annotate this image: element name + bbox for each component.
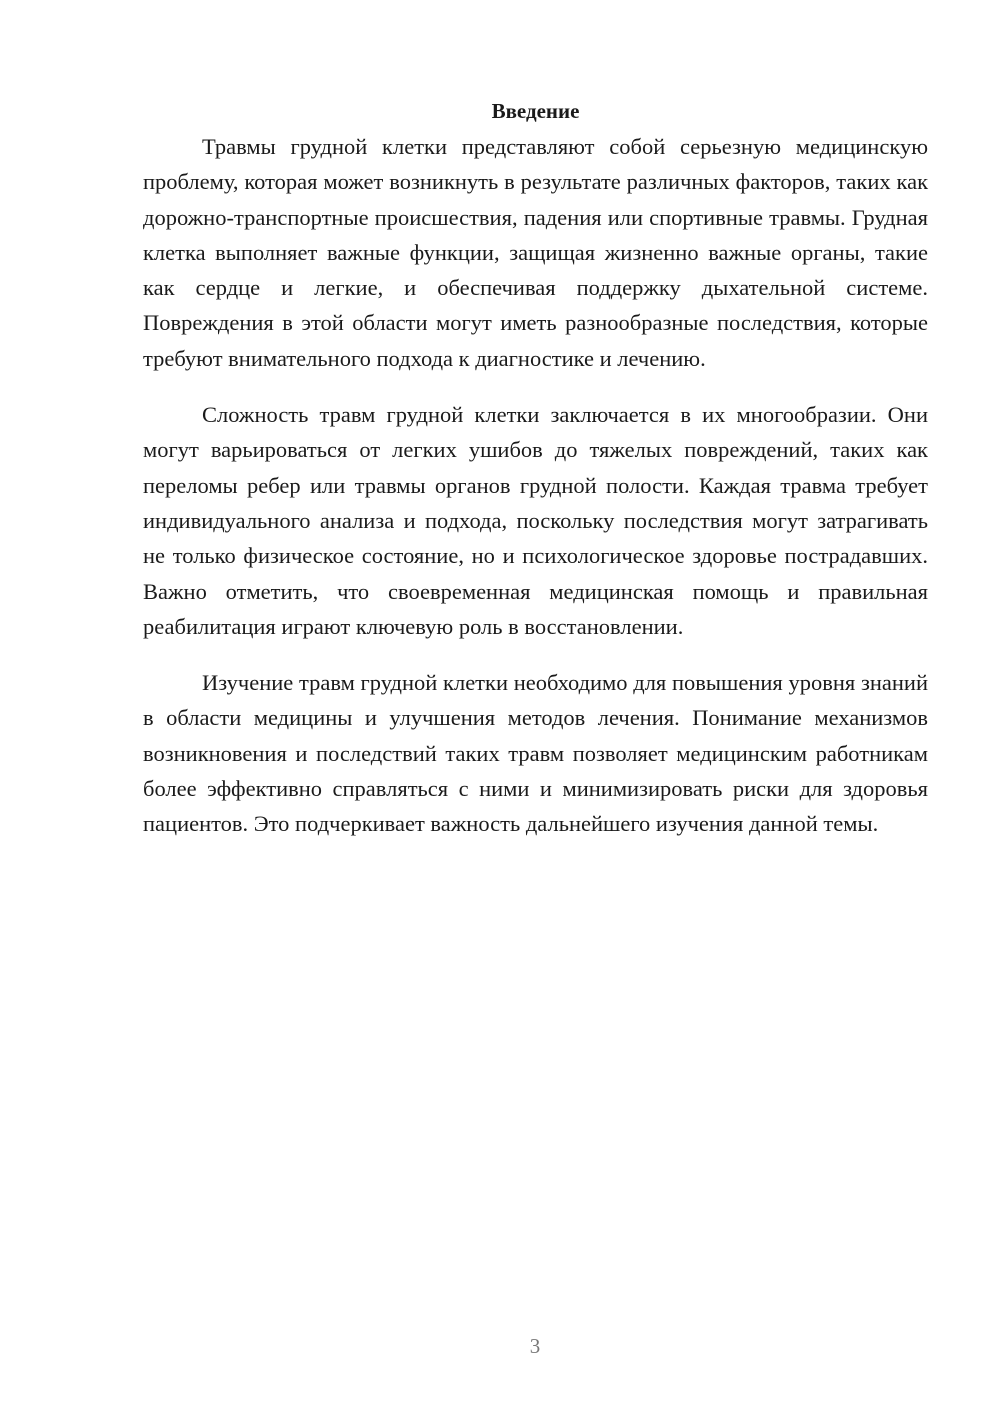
paragraph-1: Травмы грудной клетки представляют собой серьезную медицинскую проблему, которая может возникнуть в результате различных факторов, таких как дорожно-транспортные происшествия, падения или спортивные травмы. Грудная клетка выполняет важные функции, защищая жизненно важные органы, такие как сердце и легкие, и обеспечивая поддержку дыхательной системе. Повреждения в этой области могут иметь разнообразные последствия, которые требуют внимательного подхода к диагностике и лечению. bbox=[143, 134, 928, 371]
page-number: 3 bbox=[529, 1334, 541, 1358]
document-body bbox=[143, 94, 928, 842]
paragraph-2: Сложность травм грудной клетки заключается в их многообразии. Они могут варьироваться от легких ушибов до тяжелых повреждений, таких как переломы ребер или травмы органов грудной полости. Каждая травма требует индивидуального анализа и подхода, поскольку последствия могут затрагивать не только физическое состояние, но и психологическое здоровье пострадавших. Важно отметить, что своевременная медицинская помощь и правильная реабилитация играют ключевую роль в восстановлении. bbox=[143, 402, 928, 639]
section-heading: Введение bbox=[491, 99, 580, 123]
paragraph-3: Изучение травм грудной клетки необходимо для повышения уровня знаний в области медицины и улучшения методов лечения. Понимание механизмов возникновения и последствий таких травм позволяет медицинским работникам более эффективно справляться с ними и минимизировать риски для здоровья пациентов. Это подчеркивает важность дальнейшего изучения данной темы. bbox=[143, 670, 928, 837]
